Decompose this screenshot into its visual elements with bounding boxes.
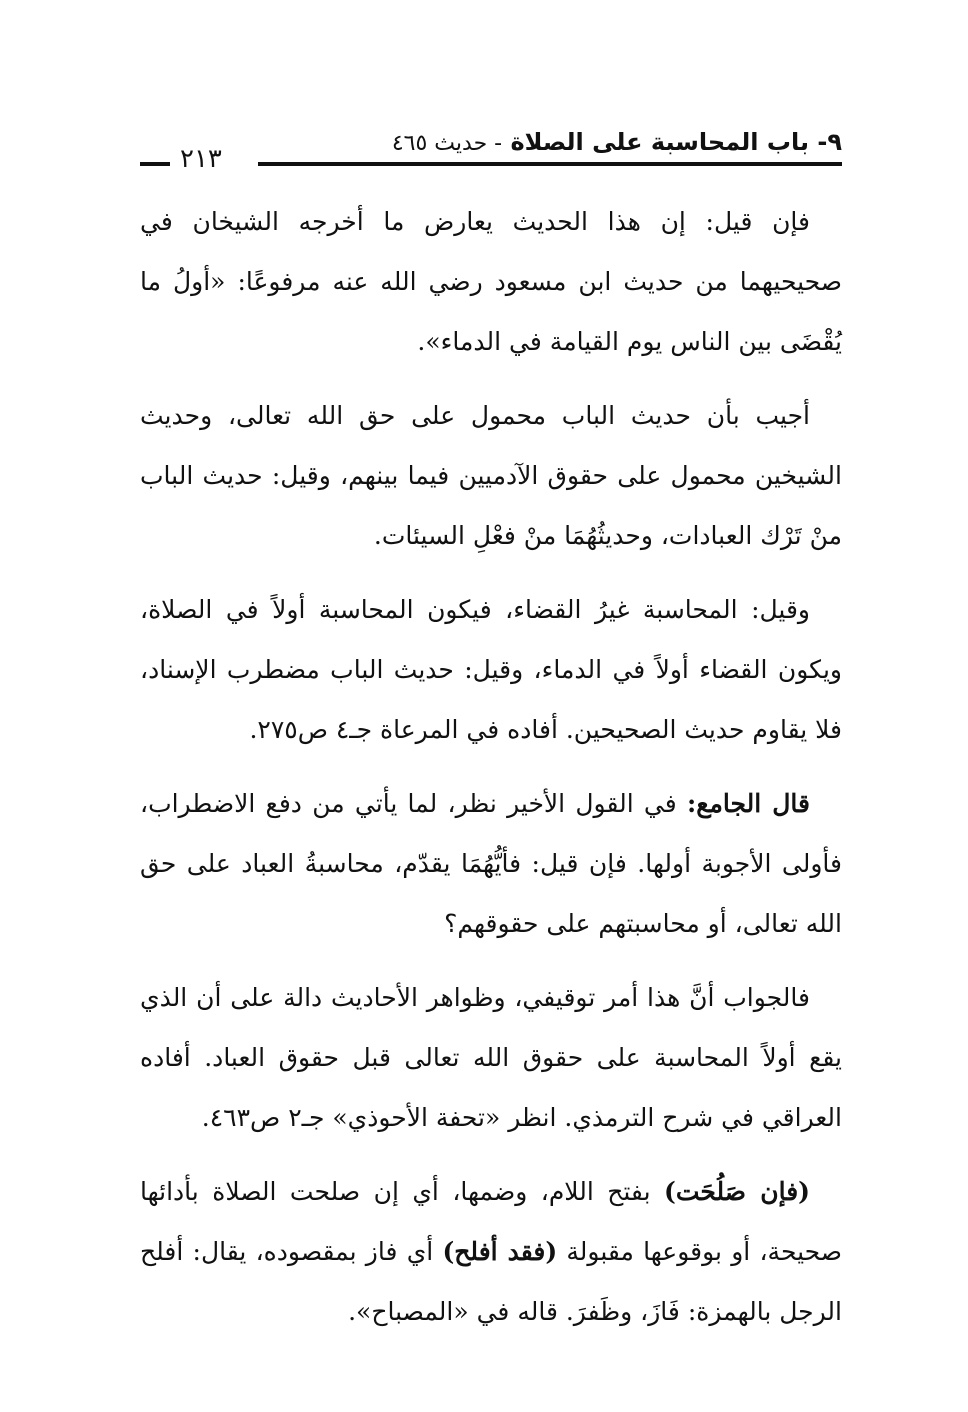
quoted-phrase: (فإن صَلُحَت) xyxy=(664,1177,810,1206)
paragraph: (فإن صَلُحَت) بفتح اللام، وضمها، أي إن صلحت الصلاة بأدائها صحيحة، أو بوقوعها مقبولة (فقد أفلح) أي فاز بمقصوده، يقال: أفلح الرجل بالهمزة: فَازَ، وظَفرَ. قاله في «المصباح». xyxy=(140,1177,842,1326)
header-dash xyxy=(140,162,170,166)
paragraph: فإن قيل: إن هذا الحديث يعارض ما أخرجه الشيخان في صحيحيهما من حديث ابن مسعود رضي الله عنه مرفوعًا: «أولُ ما يُقْضَى بين الناس يوم القيامة في الدماء». xyxy=(140,207,842,356)
paragraph: قال الجامع: في القول الأخير نظر، لما يأتي من دفع الاضطراب، فأولى الأجوبة أولها. فإن قيل: فأيُّهُمَا يقدّم، محاسبةُ العباد على حق الله تعالى، أو محاسبتهم على حقوقهم؟ xyxy=(140,789,842,938)
author-note-label: قال الجامع: xyxy=(687,789,811,818)
chapter-heading xyxy=(392,128,842,156)
header-rule xyxy=(258,162,842,166)
quoted-phrase: (فقد أفلح) xyxy=(442,1237,558,1266)
chapter-title: ٩- باب المحاسبة على الصلاة xyxy=(510,128,842,156)
paragraph: أجيب بأن حديث الباب محمول على حق الله تعالى، وحديث الشيخين محمول على حقوق الآدميين فيما بينهم، وقيل: حديث الباب منْ تَرْك العبادات، وحديثُهُمَا منْ فعْلِ السيئات. xyxy=(140,401,842,550)
hadith-reference: - حديث ٤٦٥ xyxy=(391,131,503,156)
page-number: ٢١٣ xyxy=(180,144,222,174)
body-text xyxy=(140,192,842,1356)
paragraph: فالجواب أنَّ هذا أمر توقيفي، وظواهر الأحاديث دالة على أن الذي يقع أولاً المحاسبة على حقوق الله تعالى قبل حقوق العباد. أفاده العراقي في شرح الترمذي. انظر «تحفة الأحوذي» جـ٢ ص٤٦٣. xyxy=(140,983,842,1132)
paragraph: وقيل: المحاسبة غيرُ القضاء، فيكون المحاسبة أولاً في الصلاة، ويكون القضاء أولاً في الدماء، وقيل: حديث الباب مضطرب الإسناد، فلا يقاوم حديث الصحيحين. أفاده في المرعاة جـ٤ ص٢٧٥. xyxy=(140,595,842,744)
page-header xyxy=(140,124,842,176)
